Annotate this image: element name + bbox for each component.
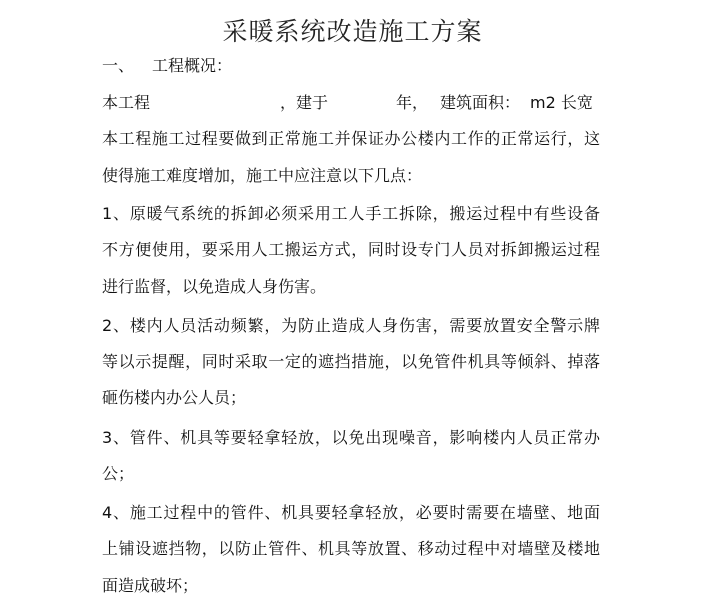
paragraph-line: 本工程施工过程要做到正常施工并保证办公楼内工作的正常运行，这: [102, 129, 600, 148]
overview-unit: m2 长宽: [530, 93, 593, 112]
list-item-line: 4、施工过程中的管件、机具要轻拿轻放，必要时需要在墙壁、地面: [102, 503, 600, 522]
overview-built-in: ，建于: [280, 93, 329, 112]
section-heading: 工程概况：: [152, 56, 233, 75]
list-item-line: 砸伤楼内办公人员；: [102, 388, 247, 407]
list-item-line: 上铺设遮挡物，以防止管件、机具等放置、移动过程中对墙壁及楼地: [102, 539, 600, 558]
list-item-line: 2、楼内人员活动频繁，为防止造成人身伤害，需要放置安全警示牌: [102, 316, 600, 335]
list-item-line: 不方便使用，要采用人工搬运方式，同时设专门人员对拆卸搬运过程: [102, 240, 600, 259]
list-item-line: 等以示提醒，同时采取一定的遮挡措施，以免管件机具等倾斜、掉落: [102, 352, 600, 371]
overview-year: 年，: [396, 93, 429, 112]
overview-project: 本工程: [102, 93, 151, 112]
document-title: 采暖系统改造施工方案: [222, 17, 483, 46]
list-item-line: 1、原暖气系统的拆卸必须采用工人手工拆除，搬运过程中有些设备: [102, 204, 600, 223]
list-item-line: 3、管件、机具等要轻拿轻放，以免出现噪音，影响楼内人员正常办: [102, 428, 600, 447]
list-item-line: 面造成破坏；: [102, 576, 199, 595]
paragraph-line: 使得施工难度增加，施工中应注意以下几点：: [102, 166, 423, 185]
section-number: 一、: [102, 56, 135, 75]
list-item-line: 进行监督，以免造成人身伤害。: [102, 277, 327, 296]
list-item-line: 公；: [102, 464, 135, 483]
overview-area-label: 建筑面积：: [440, 93, 521, 112]
